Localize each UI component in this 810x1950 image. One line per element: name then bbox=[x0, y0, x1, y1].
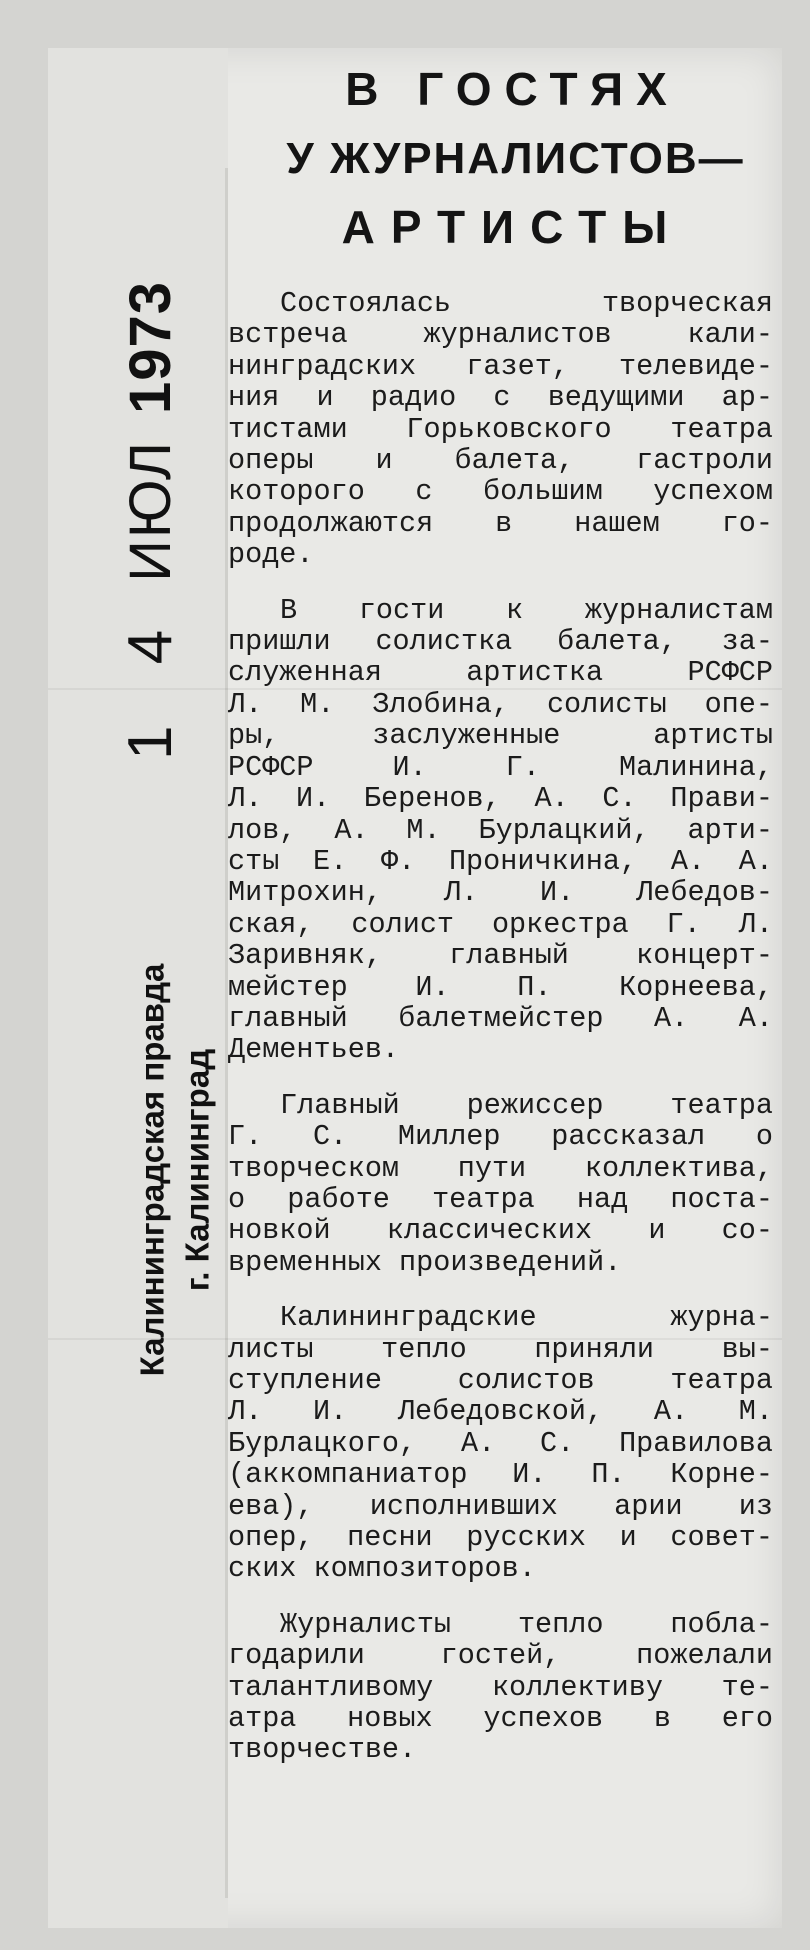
article-line: о работе театра над поста- bbox=[228, 1182, 773, 1216]
article-line: В гости к журналистам bbox=[280, 593, 773, 627]
article-line: Митрохин, Л. И. Лебедов- bbox=[228, 876, 773, 910]
article-line: Дементьев. bbox=[228, 1033, 400, 1067]
article-line: опер, песни русских и совет- bbox=[228, 1521, 773, 1555]
date-stamp-month: ИЮЛ bbox=[117, 440, 183, 582]
article-line: годарили гостей, пожелали bbox=[228, 1639, 773, 1673]
article-line: Состоялась творческая bbox=[280, 287, 773, 320]
headline-line-1: В ГОСТЯХ bbox=[345, 63, 680, 115]
article-line: нинградских газет, телевиде- bbox=[228, 349, 773, 383]
article-line: встреча журналистов кали- bbox=[228, 318, 773, 352]
article-line: ры, заслуженные артисты bbox=[228, 719, 773, 753]
article-line: главный балетмейстер А. А. bbox=[228, 1001, 773, 1035]
article-line: РСФСР И. Г. Малинина, bbox=[228, 750, 773, 784]
article-line: ступление солистов театра bbox=[228, 1364, 773, 1397]
source-stamp bbox=[130, 850, 219, 1490]
article-line: атра новых успехов в его bbox=[228, 1702, 773, 1736]
article-line: листы тепло приняли вы- bbox=[228, 1332, 773, 1366]
article-line: ева), исполнивших арии из bbox=[228, 1489, 773, 1523]
article-line: лов, А. М. Бурлацкий, арти- bbox=[228, 813, 773, 847]
article-paragraph bbox=[228, 595, 773, 1066]
article bbox=[228, 62, 773, 1790]
article-line: служенная артистка РСФСР bbox=[228, 656, 773, 690]
article-line: Г. С. Миллер рассказал о bbox=[228, 1120, 773, 1154]
date-stamp-year: 1973 bbox=[117, 281, 183, 415]
headline-line-2: У ЖУРНАЛИСТОВ— bbox=[286, 134, 745, 183]
article-line: продолжаются в нашем го- bbox=[228, 506, 773, 540]
article-line: временных произведений. bbox=[228, 1245, 622, 1279]
article-line: сты Е. Ф. Проничкина, А. А. bbox=[228, 844, 773, 878]
article-line: Л. М. Злобина, солисты опе- bbox=[228, 687, 773, 721]
article-paragraph bbox=[228, 1609, 773, 1766]
article-headline bbox=[228, 62, 773, 254]
article-line: пришли солистка балета, за- bbox=[228, 625, 773, 659]
article-line: ния и радио с ведущими ар- bbox=[228, 381, 773, 415]
article-paragraph bbox=[228, 288, 773, 571]
article-line: Журналисты тепло побла- bbox=[280, 1607, 773, 1641]
headline-line-3: АРТИСТЫ bbox=[341, 201, 684, 253]
article-body bbox=[228, 288, 773, 1766]
article-line: тистами Горьковского театра bbox=[228, 412, 773, 446]
date-stamp-day: 1 4 bbox=[115, 607, 185, 760]
article-paragraph bbox=[228, 1302, 773, 1585]
source-newspaper: Калининградская правда bbox=[133, 963, 171, 1377]
article-line: новкой классических и со- bbox=[228, 1214, 773, 1248]
article-line: Л. И. Лебедовской, А. М. bbox=[228, 1395, 773, 1429]
article-line: ская, солист оркестра Г. Л. bbox=[228, 907, 773, 941]
article-line: ских композиторов. bbox=[228, 1552, 536, 1586]
article-line: Калининградские журна- bbox=[280, 1301, 773, 1335]
article-line: (аккомпаниатор И. П. Корне- bbox=[228, 1458, 773, 1492]
article-line: Заривняк, главный концерт- bbox=[228, 939, 773, 973]
article-line: талантливому коллективу те- bbox=[228, 1670, 773, 1704]
source-city: г. Калининград bbox=[178, 1048, 215, 1292]
article-line: Л. И. Беренов, А. С. Прави- bbox=[228, 782, 773, 816]
article-line: творчестве. bbox=[228, 1733, 417, 1767]
article-line: творческом пути коллектива, bbox=[228, 1151, 773, 1185]
article-paragraph bbox=[228, 1090, 773, 1278]
article-line: роде. bbox=[228, 538, 314, 572]
article-line: мейстер И. П. Корнеева, bbox=[228, 970, 773, 1004]
date-stamp bbox=[115, 240, 185, 760]
article-line: Бурлацкого, А. С. Правилова bbox=[228, 1426, 773, 1460]
article-line: которого с большим успехом bbox=[228, 475, 773, 509]
article-line: Главный режиссер театра bbox=[280, 1088, 773, 1122]
article-line: оперы и балета, гастроли bbox=[228, 444, 773, 478]
